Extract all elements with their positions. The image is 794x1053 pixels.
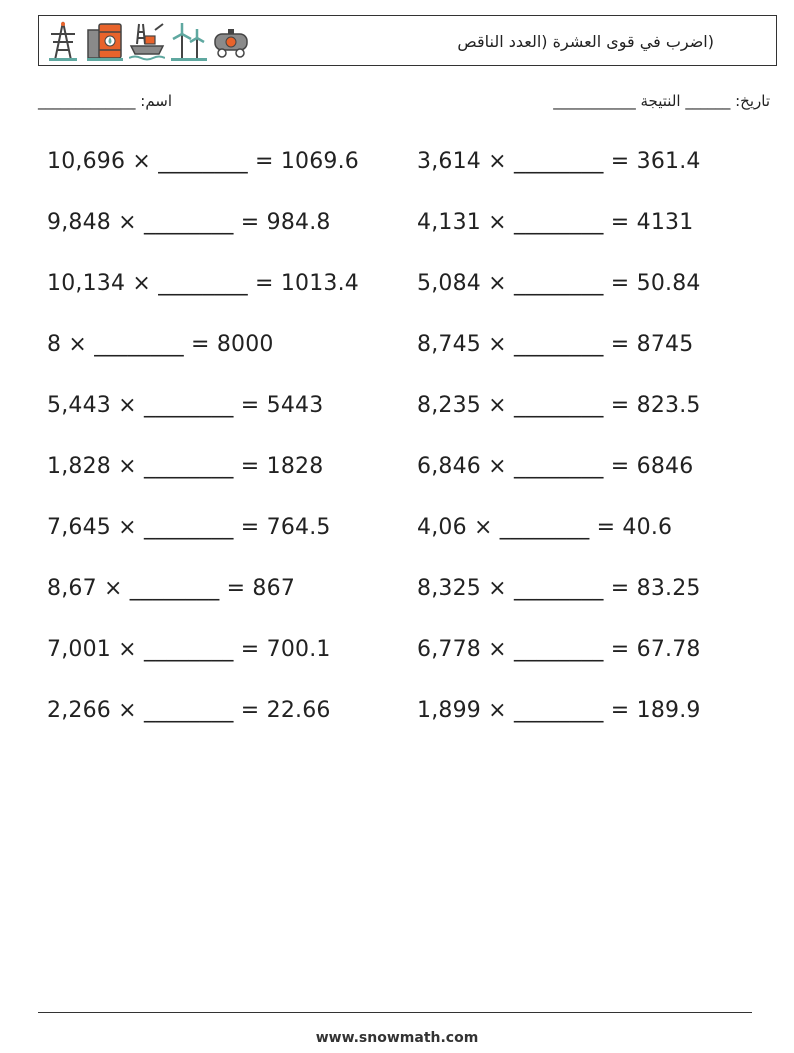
- problem-5-right: 8,235 × ________ = 823.5: [417, 393, 701, 418]
- worksheet-title: (اضرب في قوى العشرة (العدد الناقص: [457, 32, 714, 51]
- header-icons: [45, 20, 249, 62]
- problem-1-left: 10,696 × ________ = 1069.6: [47, 149, 359, 174]
- power-pylon-icon: [45, 20, 81, 62]
- problem-5-left: 5,443 × ________ = 5443: [47, 393, 324, 418]
- problem-6-left: 1,828 × ________ = 1828: [47, 454, 324, 479]
- wind-turbines-icon: [171, 20, 207, 62]
- worksheet-header: [38, 15, 777, 66]
- problem-2-left: 9,848 × ________ = 984.8: [47, 210, 331, 235]
- problem-2-right: 4,131 × ________ = 4131: [417, 210, 694, 235]
- problem-9-right: 6,778 × ________ = 67.78: [417, 637, 701, 662]
- problem-8-right: 8,325 × ________ = 83.25: [417, 576, 701, 601]
- problem-7-left: 7,645 × ________ = 764.5: [47, 515, 331, 540]
- problem-3-left: 10,134 × ________ = 1013.4: [47, 271, 359, 296]
- oil-rig-icon: [129, 20, 165, 62]
- name-field: اسم: _____________: [38, 92, 173, 110]
- footer-divider: [38, 1012, 752, 1013]
- footer-url: www.snowmath.com: [315, 1030, 479, 1046]
- tanker-wagon-icon: [213, 20, 249, 62]
- problem-1-right: 3,614 × ________ = 361.4: [417, 149, 701, 174]
- problem-4-left: 8 × ________ = 8000: [47, 332, 274, 357]
- problem-9-left: 7,001 × ________ = 700.1: [47, 637, 331, 662]
- problem-7-right: 4,06 × ________ = 40.6: [417, 515, 673, 540]
- problem-6-right: 6,846 × ________ = 6846: [417, 454, 694, 479]
- problem-3-right: 5,084 × ________ = 50.84: [417, 271, 701, 296]
- oil-barrels-icon: [87, 20, 123, 62]
- problem-4-right: 8,745 × ________ = 8745: [417, 332, 694, 357]
- date-score-field: تاريخ: ______ النتيجة ___________: [553, 92, 770, 110]
- problem-10-left: 2,266 × ________ = 22.66: [47, 698, 331, 723]
- problem-8-left: 8,67 × ________ = 867: [47, 576, 296, 601]
- problem-10-right: 1,899 × ________ = 189.9: [417, 698, 701, 723]
